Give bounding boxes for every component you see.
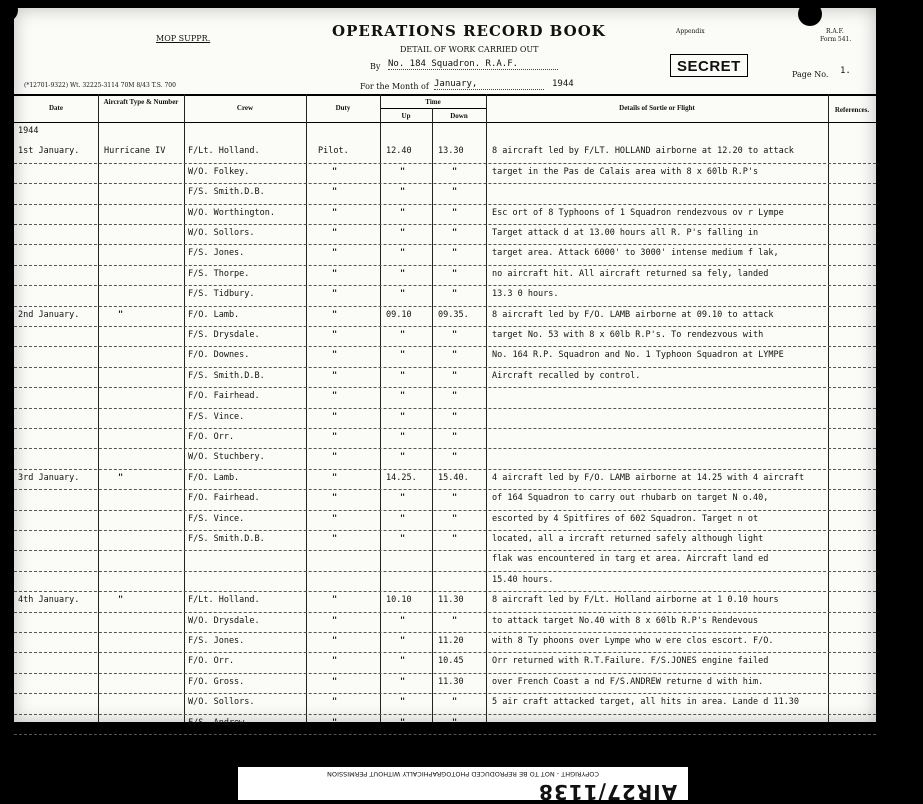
punch-hole [0, 0, 18, 22]
cell-crew: F/S. Jones. [188, 636, 245, 646]
punch-hole [798, 2, 822, 26]
cell-details: escorted by 4 Spitfires of 602 Squadron. Target n ot [492, 513, 759, 524]
cell-details: Esc ort of 8 Typhoons of 1 Squadron rendezvous ov r Lympe [492, 207, 784, 218]
cell-duty: " [332, 248, 338, 259]
cell-down: " [452, 228, 458, 238]
cell-details: target No. 53 with 8 x 60lb R.P's. To rendezvous with [492, 330, 764, 340]
cell-details: 8 aircraft led by F/LT. HOLLAND airborne at 12.20 to attack [492, 146, 794, 157]
table-row [14, 632, 876, 652]
cell-up: " [400, 717, 406, 728]
col-header-time: Time [425, 98, 441, 106]
cell-down: " [452, 513, 458, 524]
month-label: For the Month of [360, 82, 429, 91]
form-raf: R.A.F. [826, 28, 844, 35]
cell-crew: F/S. Smith.D.B. [188, 370, 265, 381]
table-row [14, 489, 876, 509]
cell-aircraft: " [118, 472, 124, 483]
cell-up: " [400, 534, 406, 544]
table-row [14, 122, 876, 142]
cell-down: " [452, 493, 458, 504]
table-row [14, 367, 876, 387]
table-row [14, 673, 876, 693]
cell-down: " [452, 391, 458, 402]
page-number: 1. [840, 66, 851, 76]
cell-up: 09.10 [386, 309, 412, 320]
cell-up: " [400, 615, 406, 626]
cell-up: " [400, 187, 406, 198]
table-row [14, 652, 876, 672]
cell-down: 13.30 [438, 146, 464, 157]
cell-down: " [452, 452, 458, 463]
cell-crew: F/O. Fairhead. [188, 391, 260, 402]
cell-duty: " [332, 452, 338, 463]
cell-crew: F/S. Andrew. [188, 717, 250, 728]
cell-down: " [452, 697, 458, 708]
table-row [14, 346, 876, 366]
archive-reference: AIR27/1138 [538, 780, 678, 804]
page-label: Page No. [792, 70, 829, 79]
cell-down: " [452, 717, 458, 728]
cell-down: " [452, 615, 458, 626]
cell-crew: F/O. Gross. [188, 676, 245, 687]
cell-down: " [452, 330, 458, 340]
cell-date: 4th January. [18, 595, 80, 606]
cell-details: 8 aircraft led by F/Lt. Holland airborne at 1 0.10 hours [492, 595, 779, 606]
top-left-mark: MOP SUPPR. [156, 34, 211, 43]
cell-details: 8 aircraft led by F/O. LAMB airborne at 09.10 to attack [492, 309, 774, 320]
cell-duty: " [332, 534, 338, 544]
table-row [14, 469, 876, 489]
cell-crew: W/O. Folkey. [188, 166, 250, 177]
unit-name: No. 184 Squadron. R.A.F. [388, 59, 558, 70]
cell-up: " [400, 697, 406, 708]
cell-up: " [400, 676, 406, 687]
print-codes: (*12701-9322) Wt. 32225-3114 70M 8/43 T.S. 700 [24, 82, 176, 89]
cell-down: 09.35. [438, 309, 469, 320]
cell-up: " [400, 207, 406, 218]
table-row [14, 571, 876, 591]
cell-up: 14.25. [386, 472, 417, 483]
table-row [14, 183, 876, 203]
cell-details: no aircraft hit. All aircraft returned sa fely, landed [492, 268, 769, 279]
cell-up: " [400, 370, 406, 381]
cell-duty: " [332, 166, 338, 177]
archive-label [238, 766, 688, 804]
table-row [14, 326, 876, 346]
table-row [14, 714, 876, 734]
cell-aircraft: " [118, 595, 124, 606]
cell-details: located, all a ircraft returned safely although light [492, 534, 764, 544]
cell-crew: F/O. Orr. [188, 656, 235, 667]
cell-duty: " [332, 717, 338, 728]
page-subtitle: DETAIL OF WORK CARRIED OUT [400, 45, 539, 54]
cell-up: " [400, 432, 406, 442]
cell-crew: W/O. Sollors. [188, 697, 255, 708]
cell-details: 15.40 hours. [492, 574, 554, 585]
cell-crew: F/O. Fairhead. [188, 493, 260, 504]
table-row [14, 204, 876, 224]
table-row [14, 163, 876, 183]
cell-duty: " [332, 411, 338, 422]
cell-crew: F/S. Drysdale. [188, 330, 260, 340]
cell-up: " [400, 289, 406, 300]
cell-down: " [452, 289, 458, 300]
cell-crew: F/O. Orr. [188, 432, 235, 442]
col-header-duty: Duty [335, 104, 351, 112]
cell-crew: F/S. Vince. [188, 513, 245, 524]
cell-up: 12.40 [386, 146, 412, 157]
cell-up: " [400, 228, 406, 238]
cell-details: flak was encountered in targ et area. Aircraft land ed [492, 554, 769, 565]
cell-aircraft: " [118, 309, 124, 320]
table-row [14, 285, 876, 305]
cell-crew: F/O. Lamb. [188, 309, 240, 320]
cell-details: Orr returned with R.T.Failure. F/S.JONES engine failed [492, 656, 769, 667]
cell-details: No. 164 R.P. Squadron and No. 1 Typhoon Squadron at LYMPE [492, 350, 784, 361]
cell-up: " [400, 330, 406, 340]
table-row [14, 142, 876, 162]
cell-duty: " [332, 615, 338, 626]
cell-details: 5 air craft attacked target, all hits in area. Lande d 11.30 [492, 697, 800, 708]
cell-duty: " [332, 656, 338, 667]
cell-date: 1st January. [18, 146, 80, 157]
cell-down: " [452, 432, 458, 442]
cell-crew: F/S. Vince. [188, 411, 245, 422]
cell-duty: " [332, 350, 338, 361]
cell-down: 11.30 [438, 595, 464, 606]
table-row [14, 550, 876, 570]
col-header-details: Details of Sortie or Flight [619, 104, 695, 112]
cell-up: " [400, 656, 406, 667]
cell-up: " [400, 452, 406, 463]
cell-crew: F/Lt. Holland. [188, 595, 260, 606]
cell-down: " [452, 268, 458, 279]
cell-aircraft: Hurricane IV [104, 146, 166, 157]
cell-details: 13.3 0 hours. [492, 289, 559, 300]
col-header-date: Date [49, 104, 63, 112]
cell-crew: W/O. Sollors. [188, 228, 255, 238]
table-row [14, 428, 876, 448]
cell-up: " [400, 391, 406, 402]
cell-duty: " [332, 309, 338, 320]
cell-up: " [400, 268, 406, 279]
cell-date: 1944 [18, 126, 39, 136]
table-row [14, 612, 876, 632]
col-header-down: Down [450, 112, 468, 120]
cell-up: " [400, 350, 406, 361]
cell-duty: " [332, 330, 338, 340]
cell-duty: " [332, 513, 338, 524]
table-row [14, 408, 876, 428]
cell-duty: " [332, 636, 338, 646]
cell-details: over French Coast a nd F/S.ANDREW returne d with him. [492, 676, 764, 687]
cell-duty: " [332, 595, 338, 606]
cell-crew: W/O. Stuchbery. [188, 452, 265, 463]
cell-up: " [400, 411, 406, 422]
by-label: By [370, 62, 381, 71]
cell-duty: " [332, 268, 338, 279]
cell-date: 3rd January. [18, 472, 80, 483]
cell-down: " [452, 207, 458, 218]
cell-duty: Pilot. [318, 146, 349, 157]
col-header-crew: Crew [236, 104, 254, 112]
cell-duty: " [332, 370, 338, 381]
cell-crew: F/Lt. Holland. [188, 146, 260, 157]
cell-duty: " [332, 228, 338, 238]
cell-crew: F/S. Smith.D.B. [188, 534, 265, 544]
classification: SECRET [677, 58, 741, 75]
cell-down: " [452, 248, 458, 259]
cell-details: Target attack d at 13.00 hours all R. P's falling in [492, 228, 759, 238]
time-split-rule [380, 108, 486, 109]
cell-date: 2nd January. [18, 309, 80, 320]
table-row [14, 244, 876, 264]
classification-box [670, 54, 748, 77]
table-row [14, 448, 876, 468]
cell-crew: F/O. Lamb. [188, 472, 240, 483]
cell-up: " [400, 493, 406, 504]
appendix-label: Appendix [676, 28, 705, 35]
col-header-references: References. [834, 106, 870, 114]
table-row [14, 693, 876, 713]
cell-details: target area. Attack 6000' to 3000' intense medium f lak, [492, 248, 779, 259]
cell-duty: " [332, 697, 338, 708]
cell-down: " [452, 350, 458, 361]
row-rule [14, 734, 876, 735]
table-row [14, 306, 876, 326]
form-number: Form 541. [820, 36, 852, 43]
table-top-rule [14, 94, 876, 96]
col-header-aircraft: Aircraft Type & Number [103, 98, 179, 106]
cell-duty: " [332, 493, 338, 504]
cell-down: 15.40. [438, 472, 469, 483]
record-sheet [14, 8, 876, 728]
table-row [14, 530, 876, 550]
cell-duty: " [332, 472, 338, 483]
cell-details: with 8 Ty phoons over Lympe who w ere clos escort. F/O. [492, 636, 774, 646]
cell-details: Aircraft recalled by control. [492, 370, 641, 381]
table-row [14, 510, 876, 530]
cell-details: of 164 Squadron to carry out rhubarb on target N o.40, [492, 493, 769, 504]
cell-details: to attack target No.40 with 8 x 60lb R.P's Rendevous [492, 615, 759, 626]
cell-duty: " [332, 432, 338, 442]
page-title: OPERATIONS RECORD BOOK [332, 22, 606, 40]
col-header-up: Up [401, 112, 411, 120]
cell-up: 10.10 [386, 595, 412, 606]
table-row [14, 265, 876, 285]
table-row [14, 591, 876, 611]
cell-down: 11.30 [438, 676, 464, 687]
cell-up: " [400, 636, 406, 646]
cell-down: " [452, 370, 458, 381]
cell-duty: " [332, 289, 338, 300]
table-row [14, 387, 876, 407]
month-value: January, [434, 79, 544, 90]
cell-crew: F/S. Tidbury. [188, 289, 255, 300]
cell-down: 11.20 [438, 636, 464, 646]
cell-duty: " [332, 676, 338, 687]
cell-duty: " [332, 391, 338, 402]
cell-up: " [400, 248, 406, 259]
table-row [14, 224, 876, 244]
cell-up: " [400, 513, 406, 524]
cell-crew: W/O. Drysdale. [188, 615, 260, 626]
copyright-notice: COPYRIGHT - NOT TO BE REPRODUCED PHOTOGRAPHICALLY WITHOUT PERMISSION [238, 766, 688, 781]
cell-down: " [452, 534, 458, 544]
cell-crew: W/O. Worthington. [188, 207, 275, 218]
cell-down: 10.45 [438, 656, 464, 667]
cell-duty: " [332, 187, 338, 198]
cell-details: target in the Pas de Calais area with 8 x 60lb R.P's [492, 166, 759, 177]
cell-details: 4 aircraft led by F/O. LAMB airborne at 14.25 with 4 aircraft [492, 472, 805, 483]
cell-up: " [400, 166, 406, 177]
cell-crew: F/O. Downes. [188, 350, 250, 361]
cell-down: " [452, 166, 458, 177]
cell-down: " [452, 187, 458, 198]
year-value: 1944 [552, 79, 574, 89]
cell-crew: F/S. Jones. [188, 248, 245, 259]
cell-duty: " [332, 207, 338, 218]
cell-crew: F/S. Smith.D.B. [188, 187, 265, 198]
cell-crew: F/S. Thorpe. [188, 268, 250, 279]
cell-down: " [452, 411, 458, 422]
